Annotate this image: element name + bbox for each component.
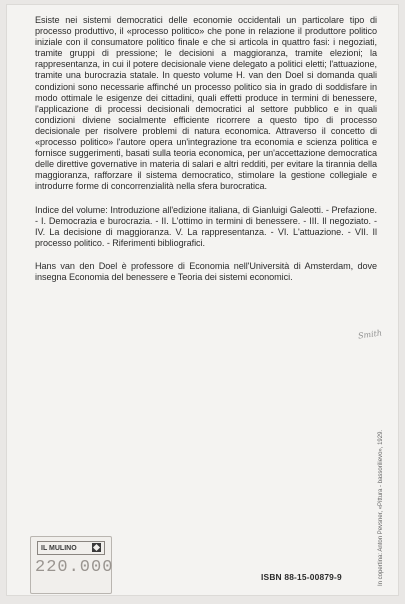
isbn: ISBN 88-15-00879-9 (261, 572, 342, 582)
price-sticker (30, 536, 112, 594)
contents-paragraph: Indice del volume: Introduzione all'edizione italiana, di Gianluigi Galeotti. - Prefazione. - I. Democrazia e burocrazia. - II. L'ottimo in termini di benessere. - III. Il negoziato. - IV. La decisione di maggioranza. V. La rappresentanza. - VI. L'attuazione. - VII. Il processo politico. - Riferimenti bibliografici. (35, 204, 377, 248)
sticker-publisher: IL MULINO (41, 544, 77, 552)
cover-credit: In copertina: Anton Pevsner, «Pittura - bassorilievo», 1929. (378, 429, 384, 586)
sticker-price: 220.000 (35, 558, 114, 577)
sticker-publisher-row (37, 541, 105, 555)
back-cover-text (35, 15, 377, 283)
description-paragraph: Esiste nei sistemi democratici delle economie occidentali un particolare tipo di processo produttivo, il «processo politico» che pone in relazione il produttore politico iniziale con il consumatore politico finale e che si articola in quattro fasi: i negoziati, tramite gruppi di pressione; le decisioni a maggioranza, tramite elezioni; la rappresentanza, in cui il potere decisionale viene delegato a politici eletti; l'attuazione, tramite una burocrazia statale. In questo volume H. van den Doel si domanda quali condizioni sono necessarie affinché un processo politico sia in grado di soddisfare in modo ottimale le esigenze dei cittadini, quali effetti produce in termini di benessere, l'applicazione di processi decisionali democratici al settore pubblico e in quali condizioni diviene socialmente efficiente ricorrere a questo tipo di processo decisionale per risolvere problemi di natura economica. Attraverso il concetto di «processo politico» l'autore opera un'integrazione tra economia e scienza politica e fornisce suggerimenti, basati sulla teoria economica, per un'accettazione democratica delle direttive governative in materia di salari e altri redditi, per evitare la tirannia della maggioranza, rafforzare il sistema democratico, stimolare la gestione collegiale e introdurre forme di concorrenzialità nella sfera burocratica. (35, 15, 377, 192)
author-paragraph: Hans van den Doel è professore di Economia nell'Università di Amsterdam, dove insegna Economia del benessere e Teoria dei sistemi economici. (35, 260, 377, 282)
back-cover (6, 4, 399, 596)
publisher-logo-icon (92, 543, 101, 552)
handwritten-note: Smith (357, 328, 383, 341)
